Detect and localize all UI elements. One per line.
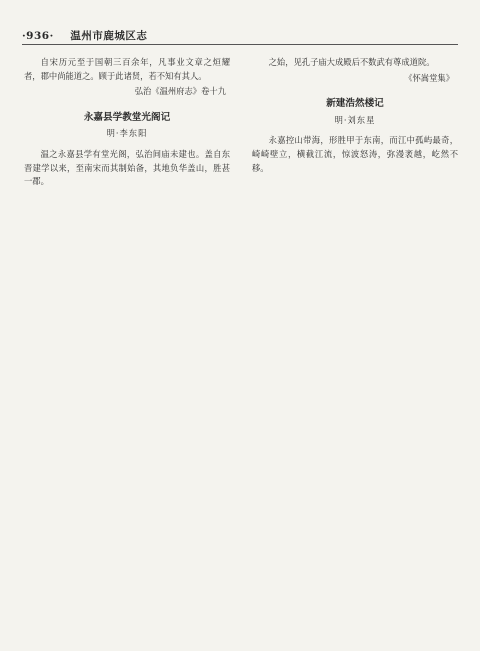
right-column bbox=[252, 56, 458, 175]
page-header bbox=[22, 28, 458, 43]
body-paragraph: 温之永嘉县学有堂光阁，弘治间庙未建也。盖自东晋建学以来，至南宋而其制始备，其地负华盖山，胜甚一郡。 bbox=[24, 148, 230, 187]
source-citation: 《怀嵩堂集》 bbox=[404, 72, 454, 83]
body-paragraph: 自宋历元至于国朝三百余年，凡事业文章之烜耀者，郡中尚能道之。顾于此诸贤，若不知有其人。 bbox=[24, 57, 230, 81]
header-divider bbox=[22, 44, 458, 45]
left-column bbox=[24, 56, 230, 189]
body-paragraph: 之始，见孔子庙大成殿后不数武有尊成道院。 bbox=[268, 57, 435, 67]
book-title: 温州市鹿城区志 bbox=[70, 30, 148, 42]
article-author: 明·李东阳 bbox=[106, 128, 148, 139]
source-citation: 弘治《温州府志》卷十九 bbox=[134, 86, 226, 97]
page-number: ·936· bbox=[22, 30, 54, 42]
article-title: 新建浩然楼记 bbox=[326, 98, 384, 110]
article-author: 明·刘东星 bbox=[334, 114, 376, 125]
body-paragraph: 永嘉控山带海，形胜甲于东南，而江中孤屿最奇，崎崎壁立，横截江流，惊波怒涛，弥漫袤越，屹然不移。 bbox=[252, 135, 458, 173]
article-title: 永嘉县学教堂光阁记 bbox=[83, 111, 171, 123]
